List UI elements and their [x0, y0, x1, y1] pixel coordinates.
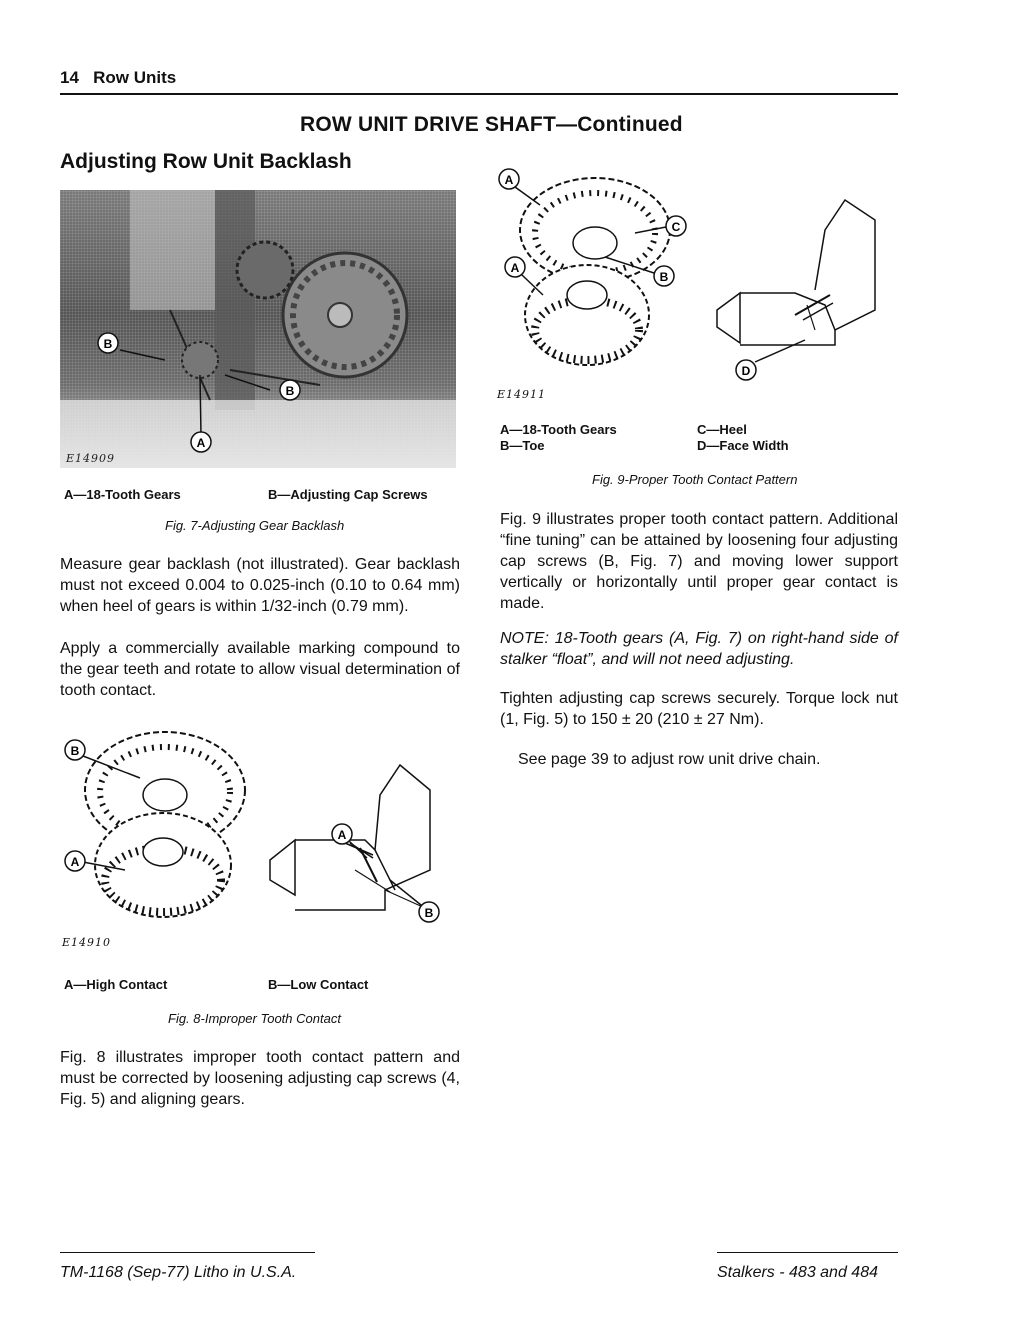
fig8-legend-b: B—Low Contact [268, 977, 369, 992]
proper-contact-paragraph: Fig. 9 illustrates proper tooth contact pattern. Additional “fine tuning” can be attained by loosening four adjusting cap screws (B, Fig. 7) and moving lower support vertically or horizontally until proper gear contact is made. [500, 511, 898, 612]
backlash-paragraph: Measure gear backlash (not illustrated). Gear backlash must not exceed 0.004 to 0.025-inch (0.10 to 0.64 mm) when heel of gears is within 1/32-inch (0.79 mm). [60, 556, 460, 615]
fig9-label-a2: A [510, 261, 520, 275]
fig7-legend-b: B—Adjusting Cap Screws [268, 487, 428, 502]
fig9-legend-c: C—Heel [697, 422, 747, 437]
fig9-legend-d: D—Face Width [697, 438, 789, 453]
fig9-caption: Fig. 9-Proper Tooth Contact Pattern [592, 472, 798, 487]
fig7-label-a: A [196, 436, 206, 450]
marking-compound-paragraph: Apply a commercially available marking compound to the gear teeth and rotate to allow visual determination of tooth contact. [60, 640, 460, 699]
footer-left: TM-1168 (Sep-77) Litho in U.S.A. [60, 1264, 297, 1281]
torque-paragraph: Tighten adjusting cap screws securely. Torque lock nut (1, Fig. 5) to 150 ± 20 (210 ± 27 Nm). [500, 690, 898, 728]
section-title: ROW UNIT DRIVE SHAFT—Continued [300, 113, 683, 136]
fig8-label-b2: B [424, 906, 434, 920]
fig8-legend-a: A—High Contact [64, 977, 168, 992]
fig9-label-b: B [659, 270, 669, 284]
fig9-label-c: C [671, 220, 681, 234]
fig8-illustration [55, 720, 455, 950]
fig9-illustration [495, 165, 895, 395]
footer-right: Stalkers - 483 and 484 [717, 1264, 878, 1281]
fig7-image-id: E14909 [66, 452, 116, 465]
subheading: Adjusting Row Unit Backlash [60, 150, 352, 173]
fig7-label-b1: B [103, 337, 113, 351]
improper-contact-paragraph: Fig. 8 illustrates improper tooth contact pattern and must be corrected by loosening adjusting cap screws (4, Fig. 5) and aligning gears. [60, 1049, 460, 1108]
fig9-label-d: D [741, 364, 751, 378]
fig8-diagram [55, 720, 455, 950]
fig7-legend-a: A—18-Tooth Gears [64, 487, 181, 502]
fig7-illustration [60, 190, 456, 468]
fig9-label-a1: A [504, 173, 514, 187]
fig9-diagram [495, 165, 895, 395]
fig7-caption: Fig. 7-Adjusting Gear Backlash [165, 518, 345, 533]
drive-chain-paragraph: See page 39 to adjust row unit drive chain. [518, 751, 821, 768]
fig8-label-a1: A [70, 855, 80, 869]
fig7-photo [60, 190, 456, 468]
fig9-image-id: E14911 [497, 388, 547, 401]
chapter-title: Row Units [93, 68, 177, 87]
fig8-caption: Fig. 8-Improper Tooth Contact [168, 1011, 341, 1026]
fig7-label-b2: B [285, 384, 295, 398]
footer-rule-right [717, 1252, 898, 1253]
footer-rule-left [60, 1252, 315, 1253]
fig8-label-b1: B [70, 744, 80, 758]
note-paragraph: NOTE: 18-Tooth gears (A, Fig. 7) on right-hand side of stalker “float”, and will not need adjusting. [500, 630, 898, 668]
header-rule [60, 93, 898, 95]
page-header [60, 68, 176, 88]
fig8-image-id: E14910 [62, 936, 112, 949]
fig9-legend-a: A—18-Tooth Gears [500, 422, 617, 437]
page-number: 14 [60, 68, 79, 87]
fig8-label-a2: A [337, 828, 347, 842]
fig9-legend-b: B—Toe [500, 438, 545, 453]
